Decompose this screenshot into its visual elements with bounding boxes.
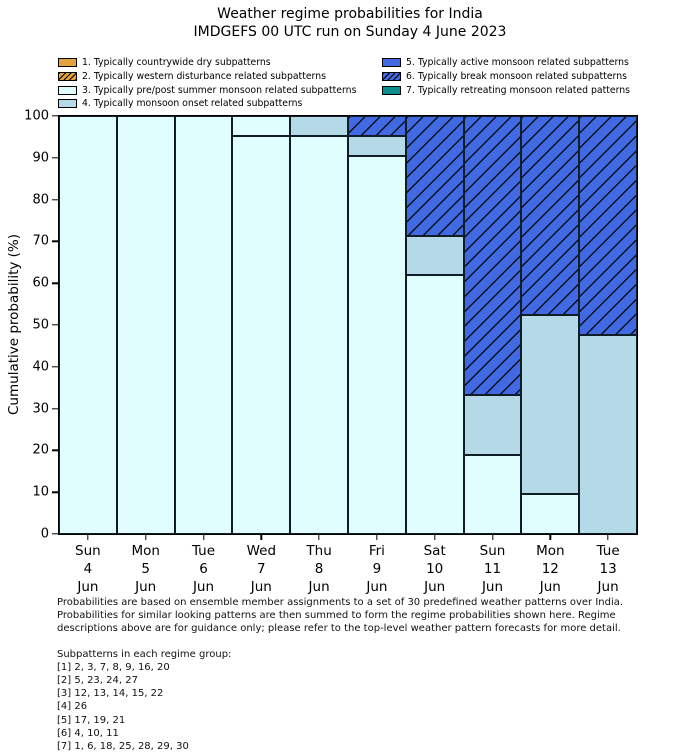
- legend-label: 7. Typically retreating monsoon related patterns: [406, 84, 631, 96]
- chart-title: Weather regime probabilities for India: [217, 6, 483, 22]
- x-tick-label: [424, 542, 446, 596]
- bar-segment-regime-3: [175, 116, 233, 534]
- x-tick-day: Tue: [191, 543, 216, 559]
- footer-line: descriptions above are for guidance only; please refer to the top-level weather pattern forecasts for more detail.: [57, 623, 621, 635]
- x-tick-day: Mon: [536, 543, 565, 559]
- x-tick-date: 5: [141, 561, 150, 577]
- bar-wed-7-jun: [232, 116, 290, 534]
- legend-label: 6. Typically break monsoon related subpatterns: [406, 71, 627, 83]
- bar-segment-regime-4: [464, 395, 522, 455]
- y-tick-mark: [52, 324, 58, 325]
- x-tick-mark: [550, 535, 551, 540]
- x-tick-label: [480, 542, 506, 596]
- x-tick-month: Jun: [308, 579, 330, 595]
- x-tick-label: [75, 542, 101, 596]
- x-tick-month: Jun: [366, 579, 388, 595]
- x-tick-day: Thu: [306, 543, 332, 559]
- bar-mon-12-jun: [521, 116, 579, 534]
- x-tick-mark: [203, 535, 204, 540]
- subpattern-group-line: [5] 17, 19, 21: [57, 714, 126, 726]
- legend-column-left: [58, 56, 356, 111]
- x-tick-day: Mon: [131, 543, 160, 559]
- y-tick-label: 90: [32, 150, 49, 166]
- legend-label: 5. Typically active monsoon related subpatterns: [406, 57, 629, 69]
- x-tick-mark: [376, 535, 377, 540]
- x-tick-mark: [145, 535, 146, 540]
- bar-segment-regime-3: [464, 455, 522, 534]
- x-tick-month: Jun: [192, 579, 215, 595]
- footer-notes: [57, 596, 623, 753]
- legend-item-1: [58, 56, 356, 70]
- footer-line: Probabilities for similar looking patterns are then summed to form the regime probabilities shown here. Regime: [57, 610, 616, 622]
- x-tick-label: [597, 542, 620, 596]
- subpattern-group-line: [4] 26: [57, 701, 88, 713]
- bar-segment-regime-3: [521, 494, 579, 534]
- legend-item-3: [58, 83, 356, 97]
- legend-swatch-regime-6: [382, 72, 401, 81]
- x-tick-mark: [261, 535, 262, 540]
- y-tick-mark: [52, 115, 58, 116]
- y-tick-mark: [52, 282, 58, 283]
- subpatterns-heading: Subpatterns in each regime group:: [57, 648, 232, 660]
- x-tick-day: Sat: [423, 543, 446, 559]
- bar-segment-regime-6: [521, 116, 579, 315]
- x-tick-date: 9: [372, 561, 382, 577]
- y-tick-mark: [52, 241, 58, 242]
- bar-segment-regime-3: [59, 116, 117, 534]
- subpattern-group-line: [2] 5, 23, 24, 27: [57, 675, 138, 687]
- x-tick-label: [306, 542, 331, 596]
- x-tick-date: 10: [426, 561, 444, 577]
- x-tick-label: [536, 542, 564, 596]
- bar-segment-regime-3: [232, 116, 290, 136]
- y-tick-label: 30: [32, 401, 49, 417]
- legend-label: 4. Typically monsoon onset related subpatterns: [82, 98, 303, 110]
- x-tick-day: Wed: [246, 543, 277, 559]
- bar-fri-9-jun: [348, 116, 406, 534]
- subpattern-group-line: [6] 4, 10, 11: [57, 727, 119, 739]
- y-tick-label: 50: [32, 317, 49, 333]
- x-tick-month: Jun: [135, 579, 157, 595]
- x-tick-mark: [607, 535, 608, 540]
- x-tick-mark: [87, 535, 88, 540]
- legend-label: 3. Typically pre/post summer monsoon related subpatterns: [82, 84, 357, 96]
- bar-segment-regime-6: [348, 116, 406, 136]
- x-tick-date: 12: [541, 561, 559, 577]
- legend-column-right: [382, 56, 630, 97]
- bar-segment-regime-3: [406, 275, 464, 534]
- legend-item-4: [58, 97, 356, 111]
- y-tick-label: 0: [40, 526, 49, 542]
- legend-swatch-regime-4: [58, 99, 77, 108]
- subpattern-group-line: [3] 12, 13, 14, 15, 22: [57, 688, 164, 700]
- y-tick-mark: [52, 450, 58, 451]
- x-tick-label: [366, 542, 387, 596]
- legend-item-6: [382, 70, 630, 84]
- y-tick-label: 60: [32, 275, 49, 291]
- x-tick-date: 7: [257, 561, 266, 577]
- bar-segment-regime-4: [290, 116, 348, 136]
- legend-item-7: [382, 83, 630, 97]
- bar-segment-regime-3: [290, 136, 348, 534]
- x-tick-month: Jun: [597, 579, 619, 595]
- bar-segment-regime-6: [464, 116, 522, 395]
- bar-segment-regime-6: [406, 116, 464, 236]
- y-tick-mark: [52, 408, 58, 409]
- bar-sat-10-jun: [406, 116, 464, 534]
- x-tick-date: 11: [483, 561, 502, 577]
- x-tick-date: 8: [314, 561, 324, 577]
- y-tick-label: 100: [24, 108, 49, 124]
- y-tick-mark: [52, 366, 58, 367]
- x-tick-date: 4: [83, 561, 93, 577]
- x-tick-label: [192, 542, 215, 596]
- bar-tue-6-jun: [175, 116, 233, 534]
- x-tick-day: Fri: [368, 543, 385, 559]
- legend-item-2: [58, 70, 356, 84]
- bar-tue-13-jun: [579, 116, 637, 534]
- y-axis-label: Cumulative probability (%): [6, 233, 22, 415]
- x-tick-month: Jun: [77, 579, 99, 595]
- y-tick-label: 20: [32, 442, 49, 458]
- legend-label: 2. Typically western disturbance related subpatterns: [82, 71, 326, 83]
- bar-segment-regime-3: [232, 136, 290, 534]
- bar-segment-regime-4: [521, 315, 579, 494]
- bar-sun-11-jun: [464, 116, 522, 534]
- legend-swatch-regime-1: [58, 58, 77, 67]
- x-tick-mark: [318, 535, 319, 540]
- bar-sun-4-jun: [59, 116, 117, 534]
- y-tick-mark: [52, 491, 58, 492]
- x-tick-month: Jun: [539, 579, 561, 595]
- bar-segment-regime-3: [117, 116, 175, 534]
- bar-segment-regime-6: [579, 116, 637, 335]
- legend-label: 1. Typically countrywide dry subpatterns: [82, 57, 271, 69]
- x-tick-mark: [434, 535, 435, 540]
- footer-paragraph: [57, 596, 623, 636]
- footer-line: Probabilities are based on ensemble member assignments to a set of 30 predefined weather patterns over India.: [57, 597, 624, 608]
- plot-area: [24, 108, 638, 595]
- x-tick-day: Tue: [596, 543, 620, 559]
- x-tick-month: Jun: [424, 579, 446, 595]
- bar-thu-8-jun: [290, 116, 348, 534]
- bar-segment-regime-4: [348, 136, 406, 156]
- chart-subtitle: IMDGEFS 00 UTC run on Sunday 4 June 2023: [193, 24, 507, 40]
- y-tick-label: 70: [32, 233, 49, 249]
- bar-segment-regime-4: [579, 335, 637, 534]
- subpattern-group-line: [1] 2, 3, 7, 8, 9, 16, 20: [57, 661, 170, 673]
- bar-segment-regime-3: [348, 156, 406, 534]
- subpatterns-list: [57, 661, 623, 753]
- y-tick-label: 10: [32, 484, 49, 500]
- y-tick-mark: [52, 157, 58, 158]
- legend-swatch-regime-3: [58, 86, 77, 95]
- legend-swatch-regime-5: [382, 58, 401, 67]
- y-tick-label: 40: [32, 359, 49, 375]
- x-tick-label: [247, 542, 276, 596]
- x-tick-month: Jun: [250, 579, 272, 595]
- y-tick-label: 80: [32, 192, 49, 208]
- legend-swatch-regime-2: [58, 72, 77, 81]
- bar-segment-regime-4: [406, 236, 464, 276]
- x-tick-mark: [492, 535, 493, 540]
- legend-item-5: [382, 56, 630, 70]
- x-tick-day: Sun: [75, 543, 101, 559]
- x-tick-day: Sun: [479, 543, 506, 559]
- bar-mon-5-jun: [117, 116, 175, 534]
- y-tick-mark: [52, 533, 58, 534]
- legend-swatch-regime-7: [382, 86, 401, 95]
- subpattern-group-line: [7] 1, 6, 18, 25, 28, 29, 30: [57, 741, 189, 753]
- y-tick-mark: [52, 199, 58, 200]
- x-tick-month: Jun: [481, 579, 504, 595]
- x-tick-label: [131, 542, 159, 596]
- x-tick-date: 13: [599, 561, 617, 577]
- x-tick-date: 6: [199, 561, 208, 577]
